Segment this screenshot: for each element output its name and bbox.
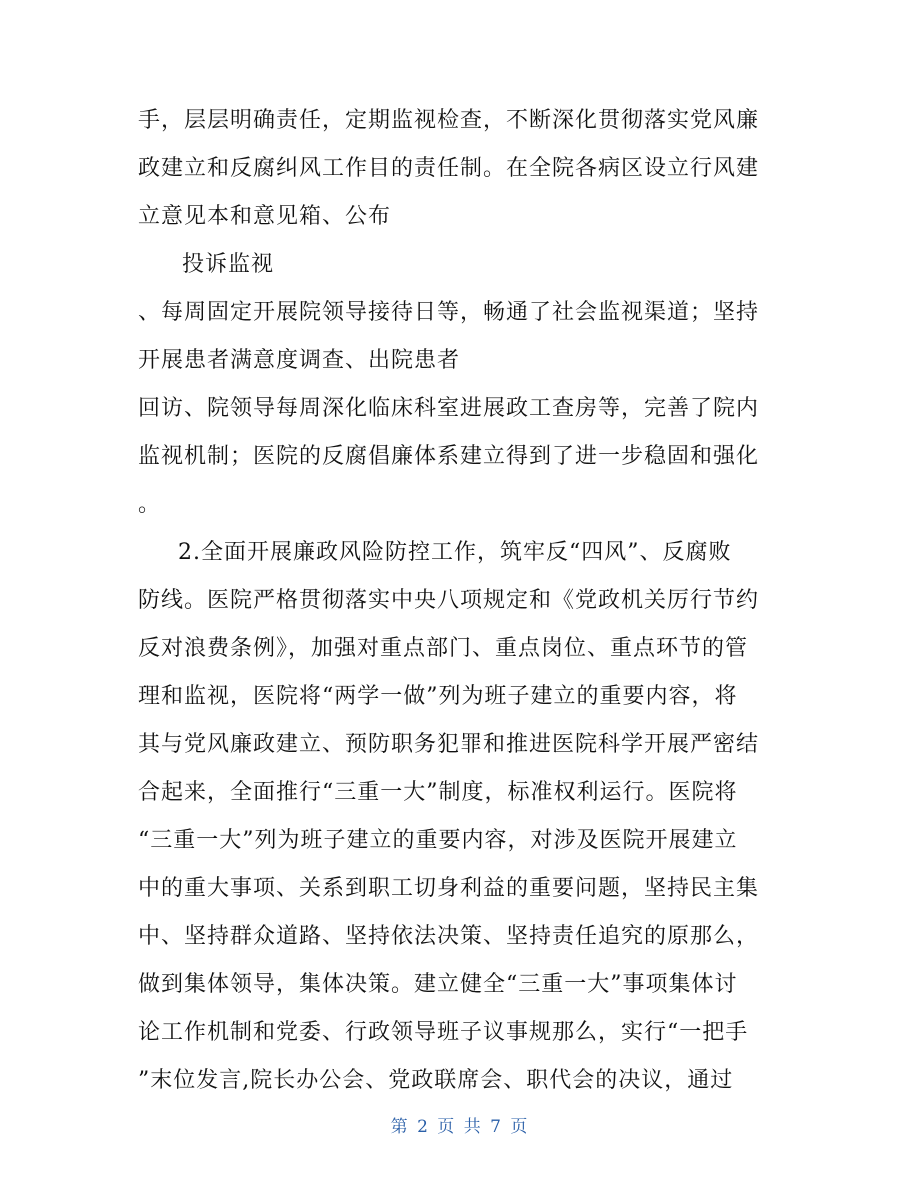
text-line-4: 投诉监视 <box>182 252 275 277</box>
text-line-18: 中、坚持群众道路、坚持依法决策、坚持责任追究的原那么， <box>138 924 760 949</box>
text-line-14: 其与党风廉政建立、预防职务犯罪和推进医院科学开展严密结 <box>138 732 760 757</box>
text-line-13: 理和监视，医院将“两学一做”列为班子建立的重要内容，将 <box>138 684 738 709</box>
text-line-9: 。 <box>138 492 162 517</box>
text-line-2: 政建立和反腐纠风工作目的责任制。在全院各病区设立行风建 <box>138 156 760 181</box>
text-line-7: 回访、院领导每周深化临床科室进展政工查房等，完善了院内 <box>138 396 760 421</box>
text-line-3: 立意见本和意见箱、公布 <box>138 204 392 229</box>
text-line-1: 手，层层明确责任，定期监视检查，不断深化贯彻落实党风廉 <box>138 108 760 133</box>
text-line-10: 2.全面开展廉政风险防控工作，筑牢反“四风”、反腐败 <box>178 540 732 565</box>
text-line-5: 、每周固定开展院领导接待日等，畅通了社会监视渠道；坚持 <box>138 300 760 325</box>
page-number-footer: 第 2 页 共 7 页 <box>390 1117 530 1137</box>
text-line-19: 做到集体领导，集体决策。建立健全“三重一大”事项集体讨 <box>138 972 738 997</box>
text-line-17: 中的重大事项、关系到职工切身利益的重要问题，坚持民主集 <box>138 876 760 901</box>
text-line-16: “三重一大”列为班子建立的重要内容，对涉及医院开展建立 <box>138 828 738 853</box>
text-line-15: 合起来，全面推行“三重一大”制度，标准权利运行。医院将 <box>138 780 738 805</box>
text-line-8: 监视机制；医院的反腐倡廉体系建立得到了进一步稳固和强化 <box>138 444 760 469</box>
text-line-6: 开展患者满意度调查、出院患者 <box>138 348 461 373</box>
text-line-12: 反对浪费条例》，加强对重点部门、重点岗位、重点环节的管 <box>138 636 749 661</box>
text-line-11: 防线。医院严格贯彻落实中央八项规定和《党政机关厉行节约 <box>138 588 760 613</box>
text-line-21: ”末位发言,院长办公会、党政联席会、职代会的决议，通过 <box>138 1068 734 1093</box>
text-line-20: 论工作机制和党委、行政领导班子议事规那么，实行“一把手 <box>138 1020 749 1045</box>
